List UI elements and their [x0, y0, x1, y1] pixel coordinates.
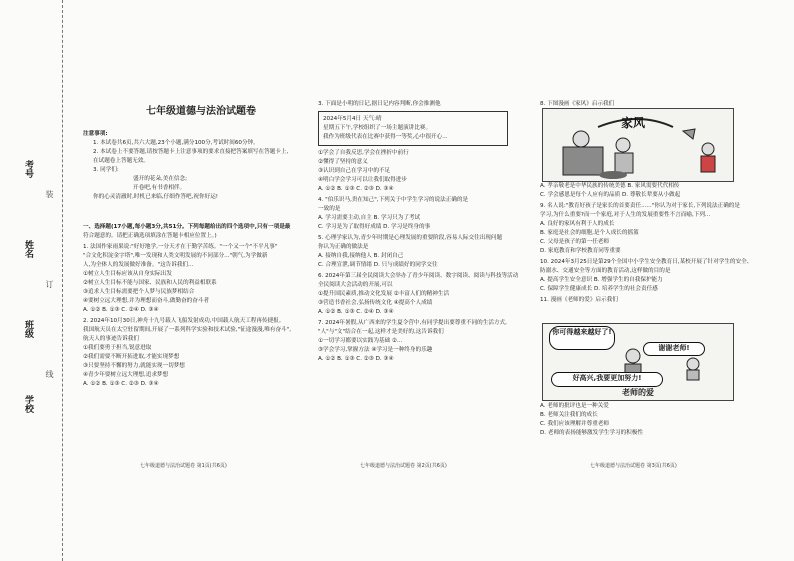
- option-line: C. 我们应该理解并尊重老师: [540, 421, 609, 427]
- option-line: D. 家庭教育和学校教育同等重要: [540, 248, 621, 254]
- question-line: 2. 2024年10月30日,神舟十九号载人飞船发射成功,中国载人航天工程再传捷报。: [83, 318, 285, 324]
- paper-title: 七年级道德与法治试题卷: [146, 106, 256, 117]
- option-line: ①学会了自我反思,学会在挫折中前行: [318, 150, 409, 156]
- question-line: 8. 下图漫画《家风》启示我们: [540, 101, 615, 107]
- diary-line: 星期五下午,学校组织了一场主题演讲比赛。: [323, 125, 432, 131]
- encourage-line: 你的心灵清澈时,时机已来临,仔细作答吧,祝你好运!: [93, 194, 219, 200]
- slogan-line: 盛开的花朵,美在信念;: [133, 176, 188, 182]
- notice-item: 1. 本试卷共6页,共六大题,23个小题,满分100分,考试时间60分钟。: [93, 140, 259, 146]
- option-line: ③营造书香社会,弘扬传统文化 ④提高个人成绩: [318, 300, 433, 306]
- answer-choices: A. ①② B. ①③ C. ②④ D. ③④: [83, 307, 159, 313]
- speech-bubble-teacher: 你可得越来越好了!: [549, 326, 615, 350]
- name-label: 姓名: [23, 240, 33, 258]
- question-line: 5. 心理学家认为,青少年时期是心理发展的重要阶段,容易人际交往出现问题: [318, 235, 503, 241]
- question-line: 11. 漫画《老师的爱》启示我们: [540, 297, 618, 303]
- option-line: ②树立人生目标不能与国家、民族和人民的利益相联系: [83, 280, 217, 286]
- option-line: A. 老师的批评也是一种关爱: [540, 403, 609, 409]
- option-line: ①一切学习都要以实践为基础 ②...: [318, 338, 403, 344]
- option-line: C. 学习是为了取得好成绩 D. 学习是终身的事: [318, 224, 431, 230]
- question-line: "人"与"文"结合在一起,这样才是美好的,这告诉我们: [318, 329, 444, 335]
- notice-heading: 注意事项:: [83, 131, 108, 137]
- column-2: [318, 100, 530, 364]
- option-line: ①我们要勇于担当,锐意进取: [83, 345, 152, 351]
- option-line: ①树立人生目标应该从自身实际出发: [83, 271, 172, 277]
- option-line: C. 合理宣泄,调节情绪 D. 只与成绩好的同学交往: [318, 262, 438, 268]
- diary-box: [318, 111, 508, 146]
- cartoon-family-style: [542, 108, 734, 182]
- option-line: ④要树立远大理想,并为理想而奋斗,做勤奋的奋斗者: [83, 298, 210, 304]
- diary-line: 我作为班级代表在比赛中获得一等奖,心中很开心...: [323, 134, 448, 140]
- slogan-line: 开卷吧,有书香相伴。: [133, 185, 186, 191]
- seal-char-3: 线: [45, 370, 54, 378]
- question-line: 全民阅读大会活动的开展,可以: [318, 282, 393, 288]
- school-label: 学校: [23, 395, 33, 413]
- question-line: 一、选择题(17小题,每小题3分,共51分。下列每题给出的四个选项中,只有一项是最: [83, 224, 291, 230]
- option-line: ④青少年要树立远大理想,追求梦想: [83, 372, 169, 378]
- question-line: 4. "伯乐识马,贵在知己",下列关于中学生学习的说法正确的是: [318, 197, 469, 203]
- question-line: "合文化积淀金字塔",唯一发现和人类文明发展的不同部分..."朝气,为学做新: [83, 253, 268, 259]
- question-line: 9. 名人说:"教育好孩子是家长的首要责任......"你认为对于家长,下列说法正确的是: [540, 203, 740, 209]
- option-line: ②我们需要不断开拓进取,才能实现梦想: [83, 354, 180, 360]
- exam-number-label: 考号: [23, 160, 33, 178]
- notice-block: [83, 130, 303, 202]
- answer-choices: A. ①② B. ①③ C. ②③ D. ③④: [318, 356, 394, 362]
- option-line: A. 良好的家风有利于人的成长: [540, 221, 615, 227]
- question-line: 10. 2024年3月25日是第29个全国中小学生安全教育日,某校开展了针对学生的安全、: [540, 259, 753, 265]
- question-line: 3. 下面是小明的日记,据日记内容判断,你会推测他: [318, 101, 441, 107]
- binding-strip: [0, 0, 63, 561]
- cartoon-teachers-love: [542, 323, 734, 401]
- page-footer-2: 七年级道德与法治试题卷 第2页(共6页): [360, 463, 447, 469]
- answer-choices: A. ①② B. ①③ C. ②④ D. ③④: [318, 309, 394, 315]
- page-footer-1: 七年级道德与法治试题卷 第1页(共6页): [140, 463, 227, 469]
- diary-date: 2024年5月4日 天气:晴: [323, 116, 382, 122]
- question-line: 我国航天员在太空驻留期间,开展了一系列科学实验和技术试验,"征途漫漫,唯有奋斗",: [83, 327, 292, 333]
- question-line: 学习,为什么重要?而一个家庭,对于人生的发展重要性不言而喻,下列...: [540, 212, 711, 218]
- option-line: A. 提高学生安全意识 B. 增强学生的自我保护能力: [540, 277, 663, 283]
- cartoon-caption: 老师的爱: [622, 388, 654, 397]
- notice-item: 2. 本试卷上不要答题,请按答题卡上注意事项的要求直接把答案填写在答题卡上,: [93, 149, 289, 155]
- speech-bubble-happy: 好高兴,我要更加努力!: [551, 372, 663, 387]
- question-line: 符合题意的。请把正确选项填涂在答题卡相应位置上。): [83, 233, 217, 239]
- option-line: ③学会学习,掌握方法 ④学习是一种终身的乐趣: [318, 347, 433, 353]
- option-line: D. 老师的表扬能够激发学生学习的积极性: [540, 430, 643, 436]
- question-line: 航天人的事迹告诉我们: [83, 336, 139, 342]
- notice-item: 3. 同学们:: [93, 167, 119, 173]
- option-line: ③只要坚持不懈的努力,就能实现一切梦想: [83, 363, 185, 369]
- option-line: ③认识到自己在学习中的不足: [318, 168, 391, 174]
- option-line: A. 学习需要主动,自主 B. 学习只为了考试: [318, 215, 421, 221]
- family-style-illustration: [543, 109, 733, 181]
- speech-bubble-student: 谢谢老师!: [643, 342, 705, 356]
- question-line: 防溺水、交通安全等方面的教育活动,这样做的目的是: [540, 268, 671, 274]
- option-line: C. 父母是孩子的第一任老师: [540, 239, 609, 245]
- option-line: A. 孝亲敬老是中华民族的传统美德 B. 家风需要代代相传: [540, 183, 680, 189]
- cartoon-caption: 家风: [621, 116, 646, 130]
- option-line: ④明白学会学习可以让我们取得进步: [318, 177, 407, 183]
- seal-char-2: 订: [45, 280, 54, 288]
- column-1: [83, 220, 305, 389]
- question-line: 7. 2024年暑假,从广西来的学生夏令营中,有同学提出要尊重不同的生活方式,: [318, 320, 507, 326]
- option-line: ①提升国民素质,推动文化发展 ②丰富人们的精神生活: [318, 291, 450, 297]
- column-3-bottom: [540, 402, 754, 438]
- option-line: A. 接纳自我,接纳他人 B. 封闭自己: [318, 253, 404, 259]
- answer-choices: A. ①② B. ①③ C. ②③ D. ③④: [83, 381, 159, 387]
- option-line: C. 保障学生健康成长 D. 培养学生的社会责任感: [540, 286, 658, 292]
- seal-char-1: 装: [45, 190, 54, 198]
- question-line: 你认为正确的做法是: [318, 244, 369, 250]
- column-3-mid: [540, 182, 754, 305]
- option-line: B. 老师关注我们的成长: [540, 412, 598, 418]
- question-line: 6. 2024年第三届全民阅读大会举办了青少年阅读、数字阅读、阅读与科技等活动: [318, 273, 519, 279]
- class-label: 班级: [23, 320, 33, 338]
- answer-choices: A. ①② B. ①③ C. ②③ D. ③④: [318, 186, 394, 192]
- question-line: 1. 法国作家雨果说:"好好地学,一分天才在于勤学苦练。"一个又一个"不平凡事": [83, 244, 278, 250]
- option-line: ②懂得了坚持的意义: [318, 159, 368, 165]
- page-footer-3: 七年级道德与法治试题卷 第3页(共6页): [590, 463, 677, 469]
- notice-item: 在试题卷上答题无效。: [93, 158, 149, 164]
- option-line: ③追求人生目标需要把个人梦与民族梦相结合: [83, 289, 195, 295]
- question-line: 一致的是: [318, 206, 341, 212]
- option-line: C. 学会感恩是每个人应有的品质 D. 尊敬长辈要从小做起: [540, 192, 681, 198]
- question-line: 人,为全体人的发展做好准备。"这告诉我们...: [83, 262, 194, 268]
- option-line: B. 家庭是社会的细胞,是个人成长的摇篮: [540, 230, 639, 236]
